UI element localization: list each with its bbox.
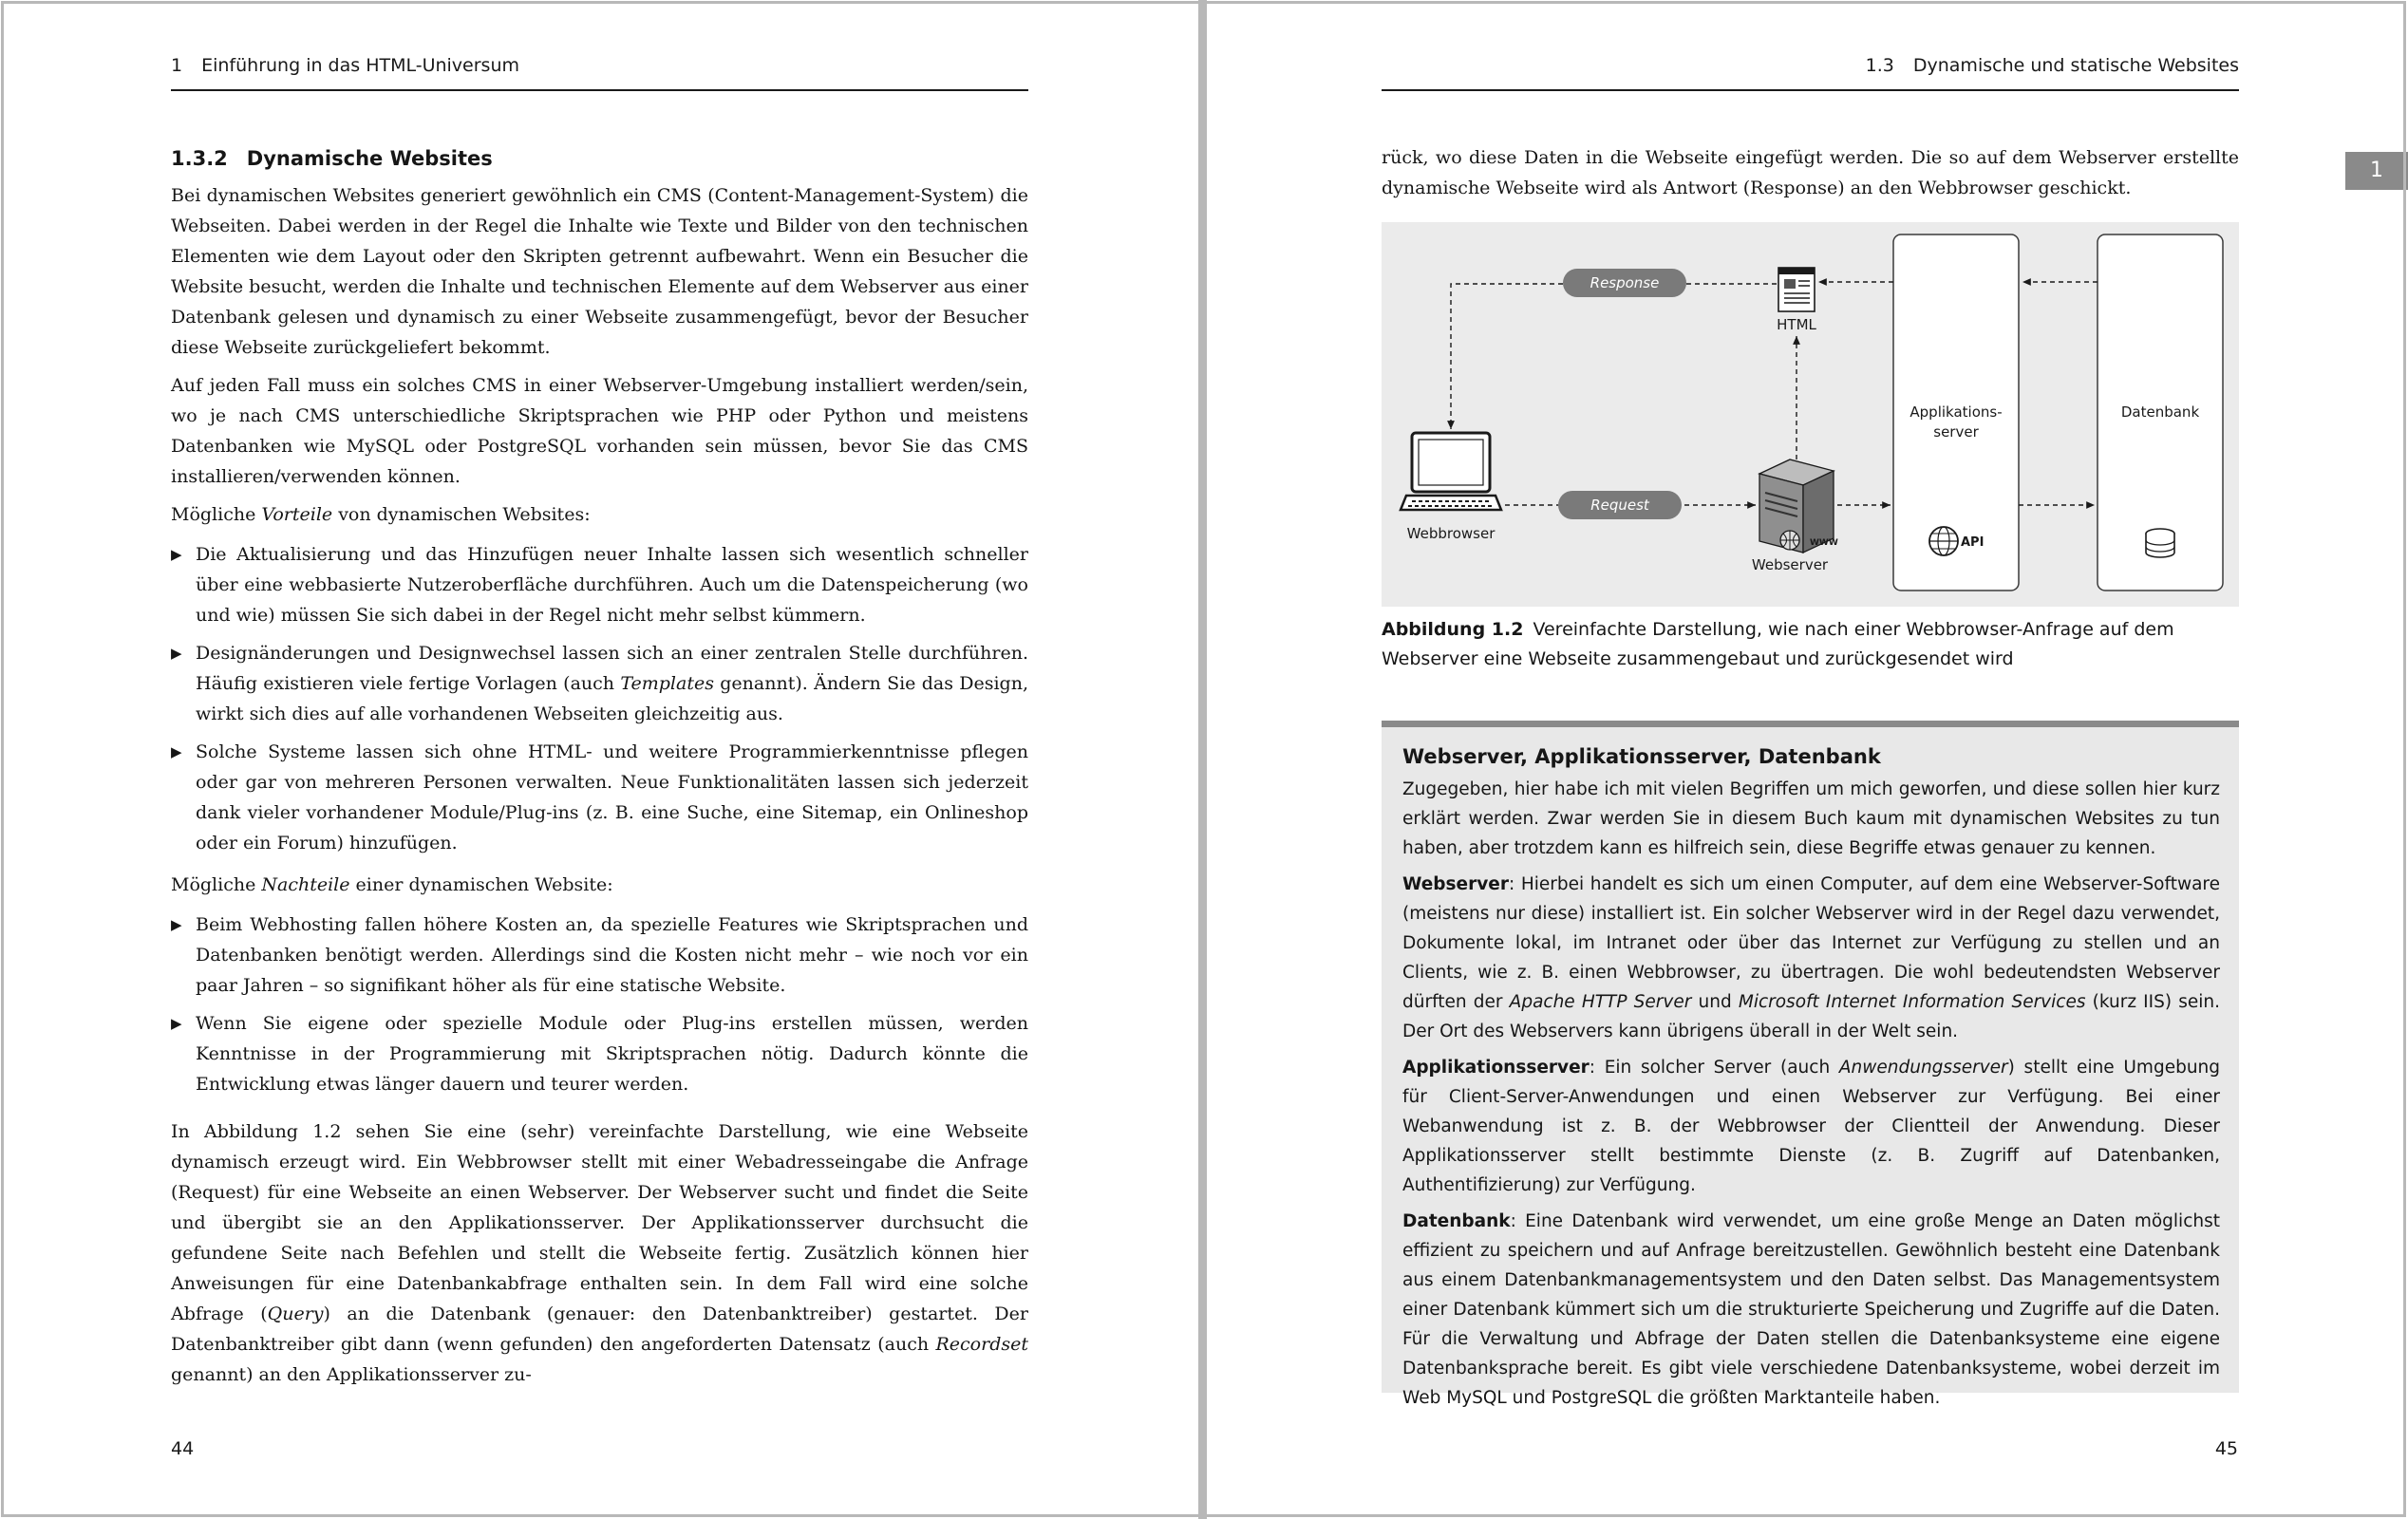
page-number-left: 44 xyxy=(171,1438,195,1459)
list-item xyxy=(171,638,1028,729)
term-database: Datenbank xyxy=(1402,1211,1511,1231)
list-item-text: Solche Systeme lassen sich ohne HTML- und weitere Programmierkenntnisse pflegen oder gar von mehreren Personen verwalten. Neue Funktionalitäten lassen sich jederzeit dank vieler vorhandener Module/Plug-ins (z. B. eine Suche, eine Sitemap, ein Onlineshop oder ein Forum) hinzufügen. xyxy=(196,741,1028,853)
running-head-left xyxy=(171,55,1028,91)
caption-text: Vereinfachte Darstellung, wie nach einer Webbrowser-Anfrage auf dem Webserver eine Webseite zusammengebaut und zurückgesendet wird xyxy=(1382,619,2174,669)
emphasis: Recordset xyxy=(935,1334,1028,1355)
emphasis: Vorteile xyxy=(261,504,333,525)
info-box-database xyxy=(1402,1207,2220,1413)
list-item xyxy=(171,910,1028,1001)
emphasis: Apache HTTP Server xyxy=(1509,992,1692,1012)
section-number: 1.3.2 xyxy=(171,147,228,170)
section-title: Dynamische Websites xyxy=(246,147,493,170)
response-label: Response xyxy=(1590,274,1660,291)
computer-icon xyxy=(1401,433,1501,510)
emphasis: Anwendungsserver xyxy=(1838,1058,2008,1078)
webbrowser-label: Webbrowser xyxy=(1406,525,1496,542)
appserver-label-line1: Applikations- xyxy=(1909,403,2003,421)
emphasis: Templates xyxy=(620,673,714,694)
chapter-title: Einführung in das HTML-Universum xyxy=(201,55,520,76)
page-number-right: 45 xyxy=(2214,1438,2238,1459)
database-cylinder-icon xyxy=(2146,529,2174,557)
advantages-list xyxy=(171,539,1028,858)
paragraph-figure-explanation xyxy=(171,1116,1028,1390)
term-webserver: Webserver xyxy=(1402,874,1509,894)
list-item xyxy=(171,539,1028,630)
text-run: In Abbildung 1.2 sehen Sie eine (sehr) vereinfachte Darstellung, wie eine Webseite dynamisch erzeugt wird. Ein Webbrowser stellt mit einer Webadresseingabe die Anfrage (Request) für eine Webseite an einen Webserver. Der Webserver sucht und findet die Seite und übergibt sie an den Applikationsserver. Der Applikationsserver durchsucht die gefundene Seite nach Befehlen und stellt die Webseite fertig. Zusätzlich können hier Anweisungen für eine Datenbankabfrage enthalten sein. In dem Fall wird eine solche Abfrage ( xyxy=(171,1121,1028,1324)
text-run: : Hierbei handelt es sich um einen Computer, auf dem eine Webserver-Software (meistens nur diese) installiert ist. Ein solcher Webserver wird in der Regel dazu verwendet, Dokumente lokal, im Intranet oder über das Internet zur Verfügung zu stellen und an Clients, wie z. B. einen Webbrowser, zu übertragen. Die wohl bedeutendsten Webserver dürften der xyxy=(1402,874,2220,1012)
html-document-icon xyxy=(1778,268,1815,311)
paragraph-cms: Bei dynamischen Websites generiert gewöhnlich ein CMS (Content-Management-System) die Webseiten. Dabei werden in der Regel die Inhalte wie Texte und Bilder von den technischen Elementen wie dem Layout oder den Skripten getrennt aufbewahrt. Wenn ein Besucher die Website besucht, werden die Inhalte und technischen Elemente auf dem Webserver aus einer Datenbank gelesen und dynamisch zu einer Webseite zusammengefügt, bevor der Besucher diese Webseite zurückgeliefert bekommt. xyxy=(171,185,1028,358)
info-box xyxy=(1382,721,2239,1408)
api-globe-icon xyxy=(1929,527,1958,555)
emphasis: Nachteile xyxy=(261,874,350,895)
list-item-text: Beim Webhosting fallen höhere Kosten an, da spezielle Features wie Skriptsprachen und Datenbanken benötigt werden. Allerdings sind die Kosten nicht mehr – wie noch vor ein paar Jahren – so signifikant höher als für eine statische Website. xyxy=(196,914,1028,996)
text-run: : Ein solcher Server (auch xyxy=(1589,1058,1839,1078)
list-item-text: Designänderungen und Designwechsel lassen sich an einer zentralen Stelle durchführen. Häufig existieren viele fertige Vorlagen (auch xyxy=(196,643,1028,694)
advantages-intro xyxy=(171,499,1028,530)
left-body xyxy=(171,142,1028,1397)
paragraph-continuation: rück, wo diese Daten in die Webseite eingefügt werden. Die so auf dem Webserver erstellte dynamische Webseite wird als Antwort (Response) an den Webbrowser geschickt. xyxy=(1382,147,2239,198)
emphasis: Query xyxy=(267,1303,324,1324)
figure-diagram xyxy=(1382,222,2239,607)
bullet-marker: ▶ xyxy=(171,1015,182,1032)
text-run: Mögliche xyxy=(171,504,262,525)
section-ref-title: Dynamische und statische Websites xyxy=(1912,55,2239,76)
right-page xyxy=(1207,0,2408,1519)
figure-caption xyxy=(1382,615,2239,674)
html-label: HTML xyxy=(1777,316,1816,333)
caption-label: Abbildung 1.2 xyxy=(1382,619,1524,640)
list-item-text: genannt). Ändern Sie das Design, wirkt sich dies auf alle vorhandenen Webseiten gleichzeitig aus. xyxy=(196,673,1028,724)
www-label: WWW xyxy=(1810,538,1838,548)
bullet-marker: ▶ xyxy=(171,546,182,563)
chapter-thumb-tab: 1 xyxy=(2345,152,2408,190)
info-box-intro: Zugegeben, hier habe ich mit vielen Begriffen um mich geworfen, und diese sollen hier kurz erklärt werden. Zwar werden Sie in diesem Buch kaum mit dynamischen Websites zu tun haben, aber trotzdem kann es hilfreich sein, diese Begriffe etwas genauer zu kennen. xyxy=(1402,779,2220,858)
section-heading xyxy=(171,142,1028,175)
term-appserver: Applikationsserver xyxy=(1402,1058,1590,1078)
text-run: : Eine Datenbank wird verwendet, um eine große Menge an Daten möglichst effizient zu speichern und auf Anfrage bereitzustellen. Gewöhnlich besteht eine Datenbank aus einem Datenbankmanagementsystem und den Daten selbst. Das Managementsystem einer Datenbank kümmert sich um die strukturierte Speicherung und Zugriffe auf die Daten. Für die Verwaltung und Abfrage der Daten stellen die Datenbanksysteme eine eigene Datenbanksprache bereit. Es gibt viele verschiedene Datenbanksysteme, wobei derzeit im Web MySQL und PostgreSQL die größten Marktanteile haben. xyxy=(1402,1211,2220,1408)
response-arrow xyxy=(1451,284,1777,429)
text-run: einer dynamischen Website: xyxy=(349,874,613,895)
list-item xyxy=(171,1008,1028,1099)
appserver-label-line2: server xyxy=(1933,423,1979,441)
left-page xyxy=(0,0,1198,1519)
running-head-right xyxy=(1382,55,2239,91)
bullet-marker: ▶ xyxy=(171,645,182,662)
info-box-webserver xyxy=(1402,870,2220,1046)
paragraph-installation: Auf jeden Fall muss ein solches CMS in einer Webserver-Umgebung installiert werden/sein, wo je nach CMS unterschiedliche Skriptsprachen wie PHP oder Python und meistens Datenbanken wie MySQL oder PostgreSQL vorhanden sein müssen, bevor Sie das CMS installieren/verwenden können. xyxy=(171,375,1028,487)
database-label: Datenbank xyxy=(2120,403,2200,421)
request-label: Request xyxy=(1590,497,1649,514)
api-label: API xyxy=(1961,535,1985,550)
architecture-diagram xyxy=(1382,222,2239,607)
bullet-marker: ▶ xyxy=(171,916,182,933)
disadvantages-intro xyxy=(171,870,1028,900)
text-run: ) an die Datenbank (genauer: den Datenbanktreiber) gestartet. Der Datenbanktreiber gibt dann (wenn gefunden) den angeforderten Datensatz (auch xyxy=(171,1303,1028,1355)
list-item xyxy=(171,737,1028,858)
webserver-label: Webserver xyxy=(1751,556,1829,573)
text-run: von dynamischen Websites: xyxy=(332,504,591,525)
text-run: Mögliche xyxy=(171,874,262,895)
bullet-marker: ▶ xyxy=(171,743,182,760)
chapter-number: 1 xyxy=(171,55,183,76)
text-run: ) stellt eine Umgebung für Client-Server-Anwendungen und einen Webserver zur Verfügung. Bei einer Webanwendung ist z. B. der Webbrowser der Clientteil der Anwendung. Dieser Applikationsserver stellt bestimmte Dienste (z. B. Zugriff auf Datenbanken, Authentifizierung) zur Verfügung. xyxy=(1402,1058,2221,1195)
text-run: und xyxy=(1691,992,1739,1012)
info-box-title: Webserver, Applikationsserver, Datenbank xyxy=(1402,745,1881,768)
emphasis: Microsoft Internet Information Services xyxy=(1738,992,2086,1012)
text-run: (kurz IIS) sein. Der Ort des Webservers kann übrigens überall in der Welt sein. xyxy=(1402,992,2220,1041)
info-box-appserver xyxy=(1402,1053,2220,1200)
section-ref-number: 1.3 xyxy=(1865,55,1894,76)
disadvantages-list xyxy=(171,910,1028,1099)
page-gutter xyxy=(1198,0,1207,1519)
list-item-text: Die Aktualisierung und das Hinzufügen neuer Inhalte lassen sich wesentlich schneller über eine webbasierte Nutzeroberfläche durchführen. Auch um die Datenspeicherung (wo und wie) müssen Sie sich dabei in der Regel nicht mehr selbst kümmern. xyxy=(196,544,1028,626)
list-item-text: Wenn Sie eigene oder spezielle Module oder Plug-ins erstellen müssen, werden Kenntnisse in der Programmierung mit Skriptsprachen nötig. Dadurch könnte die Entwicklung etwas länger dauern und teurer werden. xyxy=(196,1013,1028,1095)
text-run: genannt) an den Applikationsserver zu- xyxy=(171,1364,532,1385)
